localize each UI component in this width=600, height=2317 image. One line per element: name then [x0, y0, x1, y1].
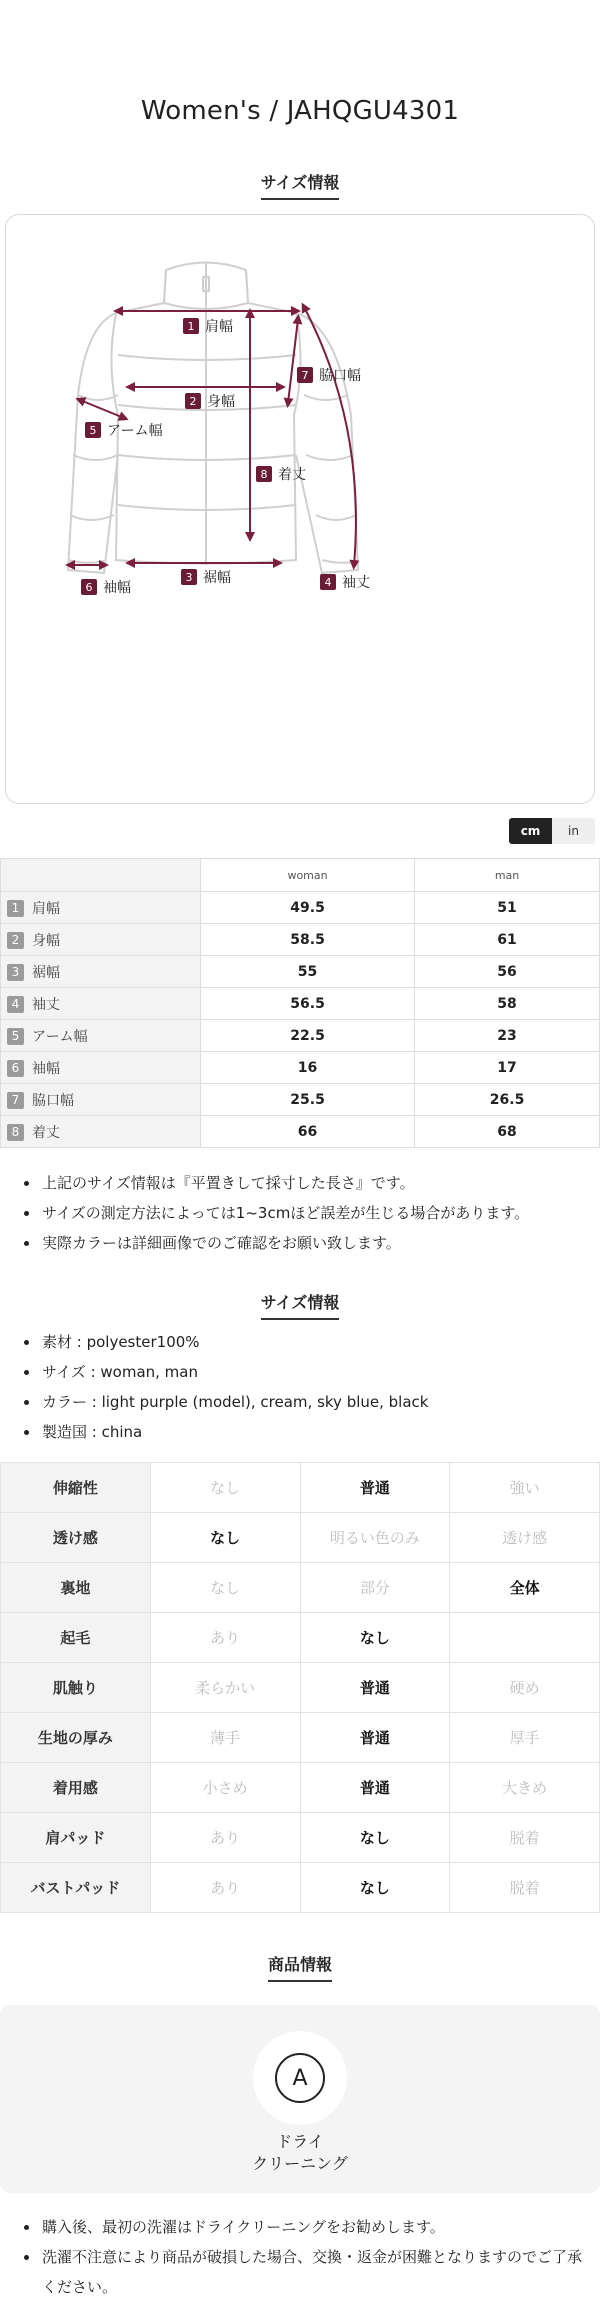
care-note: 洗濯不注意により商品が破損した場合、交換・返金が困難となりますのでご了承ください。 [22, 2242, 592, 2302]
size-woman-value: 22.5 [201, 1020, 415, 1052]
fabric-option: 普通 [300, 1763, 450, 1813]
diagram-label-6: 6 袖幅 [81, 577, 131, 597]
fabric-option: 普通 [300, 1663, 450, 1713]
size-row-number: 1 [7, 900, 24, 917]
fabric-row [1, 1763, 600, 1813]
size-man-value: 23 [415, 1020, 600, 1052]
fabric-row [1, 1813, 600, 1863]
fabric-option: あり [150, 1613, 300, 1663]
size-row-label: 3 裾幅 [1, 956, 201, 988]
jacket-size-diagram [5, 214, 595, 804]
diagram-label-1: 1 肩幅 [183, 316, 233, 336]
size-woman-value: 25.5 [201, 1084, 415, 1116]
fabric-option: 柔らかい [150, 1663, 300, 1713]
fabric-option: 薄手 [150, 1713, 300, 1763]
unit-toggle[interactable] [509, 818, 595, 844]
size-row-label: 7 脇口幅 [1, 1084, 201, 1116]
fabric-option: なし [150, 1563, 300, 1613]
size-col-man: man [415, 859, 600, 892]
fabric-option: 普通 [300, 1463, 450, 1513]
fabric-attribute-label: 伸縮性 [1, 1463, 151, 1513]
fabric-row [1, 1863, 600, 1913]
size-row-label: 6 袖幅 [1, 1052, 201, 1084]
spec-list [22, 1327, 592, 1447]
size-man-value: 68 [415, 1116, 600, 1148]
fabric-option: 硬め [450, 1663, 600, 1713]
size-col-woman: woman [201, 859, 415, 892]
care-note: 購入後、最初の洗濯はドライクリーニングをお勧めします。 [22, 2212, 592, 2242]
size-note: サイズの測定方法によっては1~3cmほど誤差が生じる場合があります。 [22, 1198, 592, 1228]
size-woman-value: 55 [201, 956, 415, 988]
fabric-option: 普通 [300, 1713, 450, 1763]
spec-item: カラー : light purple (model), cream, sky blue, black [22, 1387, 592, 1417]
fabric-attribute-label: 着用感 [1, 1763, 151, 1813]
size-row-number: 6 [7, 1060, 24, 1077]
fabric-option: なし [150, 1513, 300, 1563]
fabric-option [450, 1613, 600, 1663]
size-table-row [1, 988, 600, 1020]
fabric-option: 明るい色のみ [300, 1513, 450, 1563]
size-table-row [1, 1052, 600, 1084]
fabric-option: なし [300, 1863, 450, 1913]
size-row-label: 4 袖丈 [1, 988, 201, 1020]
care-box [0, 2005, 600, 2193]
fabric-option: 脱着 [450, 1813, 600, 1863]
size-row-label: 8 着丈 [1, 1116, 201, 1148]
size-table [0, 858, 600, 1148]
diagram-label-3: 3 裾幅 [181, 567, 231, 587]
fabric-option: 透け感 [450, 1513, 600, 1563]
diagram-label-7: 7 脇口幅 [297, 365, 361, 385]
size-table-row [1, 1084, 600, 1116]
fabric-option: なし [300, 1613, 450, 1663]
diagram-label-5: 5 アーム幅 [85, 420, 163, 440]
fabric-option: 小さめ [150, 1763, 300, 1813]
fabric-attribute-label: バストパッド [1, 1863, 151, 1913]
fabric-row [1, 1563, 600, 1613]
size-table-row [1, 1116, 600, 1148]
fabric-attribute-label: 生地の厚み [1, 1713, 151, 1763]
fabric-attribute-label: 起毛 [1, 1613, 151, 1663]
dry-cleaning-icon: A [253, 2031, 347, 2125]
fabric-option: あり [150, 1863, 300, 1913]
fabric-attribute-label: 肌触り [1, 1663, 151, 1713]
fabric-option: 脱着 [450, 1863, 600, 1913]
size-section-heading: サイズ情報 [0, 170, 600, 200]
size-row-label: 2 身幅 [1, 924, 201, 956]
size-woman-value: 16 [201, 1052, 415, 1084]
fabric-option: 全体 [450, 1563, 600, 1613]
care-caption: ドライ クリーニング [252, 2132, 348, 2173]
size-row-number: 3 [7, 964, 24, 981]
size-man-value: 56 [415, 956, 600, 988]
fabric-option: なし [150, 1463, 300, 1513]
fabric-row [1, 1513, 600, 1563]
size-table-row [1, 924, 600, 956]
product-section-heading: 商品情報 [0, 1952, 600, 1982]
size-table-row [1, 892, 600, 924]
size-man-value: 61 [415, 924, 600, 956]
size-woman-value: 49.5 [201, 892, 415, 924]
page-title: Women's / JAHQGU4301 [140, 96, 460, 126]
fabric-row [1, 1463, 600, 1513]
material-section-heading: サイズ情報 [0, 1290, 600, 1320]
fabric-option: 部分 [300, 1563, 450, 1613]
size-notes-list [22, 1168, 592, 1258]
fabric-option: 強い [450, 1463, 600, 1513]
size-row-number: 4 [7, 996, 24, 1013]
fabric-option: なし [300, 1813, 450, 1863]
unit-in-button[interactable]: in [552, 818, 595, 844]
size-table-corner [1, 859, 201, 892]
fabric-option: あり [150, 1813, 300, 1863]
diagram-label-4: 4 袖丈 [320, 572, 370, 592]
care-notes-list [22, 2212, 592, 2302]
size-row-label: 1 肩幅 [1, 892, 201, 924]
size-row-number: 2 [7, 932, 24, 949]
size-row-number: 5 [7, 1028, 24, 1045]
fabric-table [0, 1462, 600, 1913]
fabric-attribute-label: 肩パッド [1, 1813, 151, 1863]
fabric-option: 厚手 [450, 1713, 600, 1763]
spec-item: サイズ : woman, man [22, 1357, 592, 1387]
size-man-value: 17 [415, 1052, 600, 1084]
size-note: 実際カラーは詳細画像でのご確認をお願い致します。 [22, 1228, 592, 1258]
size-woman-value: 56.5 [201, 988, 415, 1020]
jacket-outline-illustration [6, 215, 596, 805]
size-table-row [1, 1020, 600, 1052]
size-man-value: 26.5 [415, 1084, 600, 1116]
size-row-number: 8 [7, 1124, 24, 1141]
diagram-label-8: 8 着丈 [256, 464, 306, 484]
unit-cm-button[interactable]: cm [509, 818, 552, 844]
size-man-value: 51 [415, 892, 600, 924]
size-note: 上記のサイズ情報は『平置きして採寸した長さ』です。 [22, 1168, 592, 1198]
fabric-row [1, 1713, 600, 1763]
fabric-option: 大きめ [450, 1763, 600, 1813]
spec-item: 製造国 : china [22, 1417, 592, 1447]
fabric-attribute-label: 透け感 [1, 1513, 151, 1563]
size-table-row [1, 956, 600, 988]
size-woman-value: 66 [201, 1116, 415, 1148]
size-woman-value: 58.5 [201, 924, 415, 956]
fabric-attribute-label: 裏地 [1, 1563, 151, 1613]
spec-item: 素材 : polyester100% [22, 1327, 592, 1357]
size-row-label: 5 アーム幅 [1, 1020, 201, 1052]
size-man-value: 58 [415, 988, 600, 1020]
fabric-row [1, 1663, 600, 1713]
fabric-row [1, 1613, 600, 1663]
size-row-number: 7 [7, 1092, 24, 1109]
diagram-label-2: 2 身幅 [185, 391, 235, 411]
